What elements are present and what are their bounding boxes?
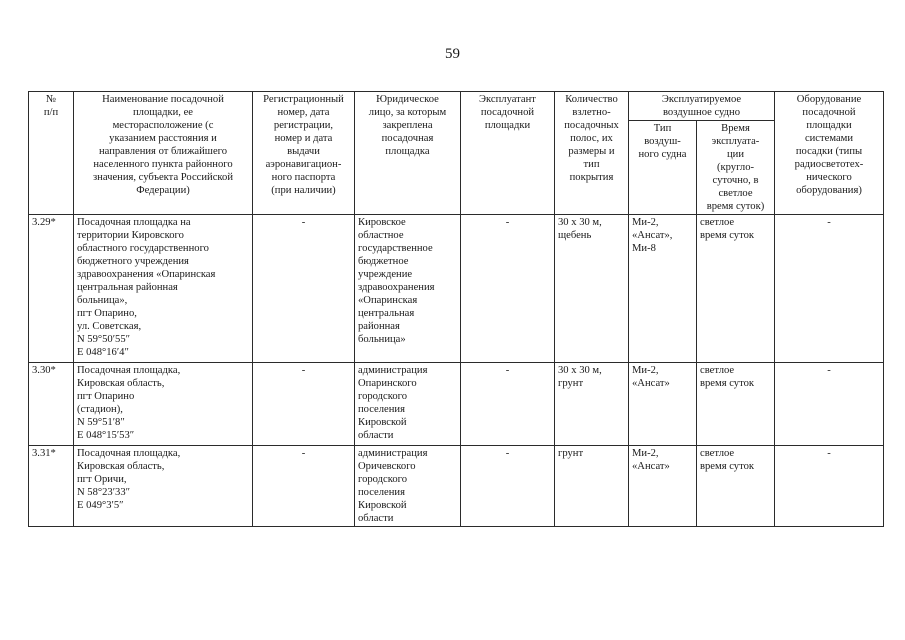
text-line: Регистрационный (263, 94, 344, 105)
text-line: районная (358, 321, 400, 332)
text-line: Юридическое (376, 94, 439, 105)
text-line: Ми-2, (632, 217, 659, 228)
text-line: пгт Опарино, (77, 308, 137, 319)
text-line: учреждение (358, 269, 413, 280)
runways-cell (555, 446, 629, 527)
text-line: площадка (385, 146, 430, 157)
text-line: закреплена (382, 120, 433, 131)
text-line: администрация (358, 365, 428, 376)
registration-cell: - (253, 446, 355, 527)
text-line: поселения (358, 404, 405, 415)
text-line: E 049°3′5″ (77, 500, 124, 511)
cell-text (77, 447, 249, 512)
cell-text (700, 364, 771, 390)
header-aircraft-group (629, 92, 775, 121)
text-line: больница» (358, 334, 406, 345)
operator-cell: - (461, 363, 555, 446)
text-line: аэронавигацион- (265, 159, 342, 170)
text-line: грунт (558, 378, 584, 389)
text-line: Время (721, 123, 750, 134)
text-line: регистрации, (273, 120, 334, 131)
header-runways (555, 92, 629, 215)
text-line: государственное (358, 243, 433, 254)
text-line: лицо, за которым (368, 107, 447, 118)
text-line: пгт Оричи, (77, 474, 127, 485)
text-line: месторасположение (с (112, 120, 214, 131)
registration-cell: - (253, 215, 355, 363)
text-line: Посадочная площадка, (77, 448, 181, 459)
text-line: Ми-2, (632, 365, 659, 376)
cell-text (358, 216, 457, 346)
text-line: центральная районная (77, 282, 178, 293)
text-line: взлетно- (572, 107, 611, 118)
header-operation-time (697, 121, 775, 215)
text-line: ного паспорта (271, 172, 336, 183)
text-line: время суток (700, 230, 755, 241)
aircraft-type-cell (629, 446, 697, 527)
text-line: покрытия (569, 172, 614, 183)
cell-text (77, 216, 249, 359)
text-line: здравоохранения (358, 282, 435, 293)
text-line: Кировское (358, 217, 406, 228)
row-number: 3.31* (29, 446, 74, 527)
text-line: Оборудование (796, 94, 862, 105)
text-line: тип (583, 159, 600, 170)
text-line: суточно, в (712, 175, 759, 186)
text-line: оборудования) (796, 185, 862, 196)
cell-text (632, 447, 693, 473)
text-line: п/п (43, 107, 59, 118)
text-line: (стадион), (77, 404, 123, 415)
cell-text (700, 447, 771, 473)
text-line: посадочной (480, 107, 535, 118)
cell-text (632, 364, 693, 390)
text-line: светлое (700, 448, 735, 459)
text-line: «Опаринская (358, 295, 418, 306)
operation-time-cell (697, 363, 775, 446)
text-line: время суток (700, 461, 755, 472)
header-registration (253, 92, 355, 215)
equipment-cell: - (775, 363, 884, 446)
text-line: значения, субъекта Российской (92, 172, 234, 183)
text-line: посадки (типы (795, 146, 863, 157)
text-line: площадки (806, 120, 852, 131)
text-line: выдачи (287, 146, 320, 157)
landing-sites-table (28, 91, 884, 527)
text-line: Эксплуатируемое (661, 94, 742, 105)
operator-cell: - (461, 446, 555, 527)
row-number: 3.30* (29, 363, 74, 446)
text-line: «Ансат» (632, 461, 670, 472)
legal-entity-cell (355, 215, 461, 363)
text-line: воздушное судно (662, 107, 741, 118)
text-line: Кировская область, (77, 378, 165, 389)
text-line: области (358, 513, 394, 524)
text-line: E 048°15′53″ (77, 430, 135, 441)
cell-text (77, 364, 249, 442)
runways-cell (555, 363, 629, 446)
cell-text (700, 122, 771, 213)
header-legal-entity (355, 92, 461, 215)
text-line: областного государственного (77, 243, 209, 254)
text-line: (при наличии) (271, 185, 336, 196)
cell-text (632, 122, 693, 161)
cell-text (358, 93, 457, 158)
text-line: центральная (358, 308, 415, 319)
row-number: 3.29* (29, 215, 74, 363)
text-line: Наименование посадочной (102, 94, 224, 105)
text-line: системами (804, 133, 854, 144)
cell-text (32, 93, 70, 119)
text-line: радиосветотех- (794, 159, 864, 170)
text-line: бюджетное (358, 256, 409, 267)
page-number: 59 (445, 46, 460, 62)
table-row (29, 363, 884, 446)
operation-time-cell (697, 446, 775, 527)
cell-text (632, 93, 771, 119)
cell-text (558, 216, 625, 242)
text-line: N 58°23′33″ (77, 487, 131, 498)
header-num (29, 92, 74, 215)
text-line: ного судна (638, 149, 687, 160)
text-line: «Ансат», (632, 230, 673, 241)
cell-text (256, 93, 351, 197)
text-line: (кругло- (716, 162, 755, 173)
equipment-cell: - (775, 215, 884, 363)
runways-cell (555, 215, 629, 363)
cell-text (778, 93, 880, 197)
text-line: нического (806, 172, 852, 183)
text-line: время суток) (706, 201, 765, 212)
text-line: N 59°50′55″ (77, 334, 131, 345)
aircraft-type-cell (629, 363, 697, 446)
text-line: городского (358, 391, 408, 402)
table-row (29, 215, 884, 363)
aircraft-type-cell (629, 215, 697, 363)
text-line: Эксплуатант (479, 94, 536, 105)
text-line: номер, дата (277, 107, 330, 118)
cell-text (558, 364, 625, 390)
text-line: посадочной (802, 107, 856, 118)
text-line: посадочных (564, 120, 619, 131)
cell-text (558, 93, 625, 184)
text-line: указанием расстояния и (109, 133, 217, 144)
text-line: «Ансат» (632, 378, 670, 389)
text-line: 30 х 30 м, (558, 217, 602, 228)
text-line: ции (726, 149, 744, 160)
text-line: области (358, 430, 394, 441)
text-line: размеры и (568, 146, 615, 157)
text-line: больница», (77, 295, 128, 306)
text-line: поселения (358, 487, 405, 498)
text-line: населенного пункта районного (93, 159, 233, 170)
text-line: Федерации) (136, 185, 190, 196)
cell-text (77, 93, 249, 197)
table-row (29, 446, 884, 527)
text-line: № (45, 94, 57, 105)
text-line: Оричевского (358, 461, 416, 472)
text-line: щебень (558, 230, 592, 241)
text-line: городского (358, 474, 408, 485)
legal-entity-cell (355, 363, 461, 446)
text-line: бюджетного учреждения (77, 256, 189, 267)
operator-cell: - (461, 215, 555, 363)
text-line: администрация (358, 448, 428, 459)
operation-time-cell (697, 215, 775, 363)
header-name (74, 92, 253, 215)
text-line: грунт (558, 448, 584, 459)
text-line: Посадочная площадка, (77, 365, 181, 376)
text-line: номер и дата (274, 133, 333, 144)
cell-text (358, 364, 457, 442)
text-line: Ми-8 (632, 243, 656, 254)
text-line: 30 х 30 м, (558, 365, 602, 376)
text-line: Посадочная площадка на (77, 217, 191, 228)
cell-text (558, 447, 625, 460)
site-name-cell (74, 446, 253, 527)
text-line: воздуш- (644, 136, 681, 147)
text-line: здравоохранения «Опаринская (77, 269, 216, 280)
text-line: пгт Опарино (77, 391, 135, 402)
equipment-cell: - (775, 446, 884, 527)
header-operator (461, 92, 555, 215)
cell-text (464, 93, 551, 132)
text-line: областное (358, 230, 404, 241)
text-line: Тип (653, 123, 672, 134)
registration-cell: - (253, 363, 355, 446)
cell-text (358, 447, 457, 525)
text-line: территории Кировского (77, 230, 184, 241)
text-line: площадки, ее (132, 107, 194, 118)
text-line: Кировская область, (77, 461, 165, 472)
text-line: площадки (484, 120, 531, 131)
text-line: Ми-2, (632, 448, 659, 459)
header-aircraft-type (629, 121, 697, 215)
text-line: светлое (700, 365, 735, 376)
text-line: Кировской (358, 500, 407, 511)
cell-text (632, 216, 693, 255)
cell-text (700, 216, 771, 242)
text-line: E 048°16′4″ (77, 347, 129, 358)
header-equipment (775, 92, 884, 215)
text-line: направления от ближайшего (98, 146, 228, 157)
text-line: N 59°51′8″ (77, 417, 125, 428)
legal-entity-cell (355, 446, 461, 527)
text-line: время суток (700, 378, 755, 389)
text-line: Кировской (358, 417, 407, 428)
text-line: светлое (700, 217, 735, 228)
text-line: Количество (565, 94, 618, 105)
site-name-cell (74, 215, 253, 363)
site-name-cell (74, 363, 253, 446)
text-line: посадочная (381, 133, 434, 144)
text-line: светлое (718, 188, 753, 199)
text-line: Опаринского (358, 378, 417, 389)
text-line: полос, их (570, 133, 613, 144)
text-line: эксплуата- (711, 136, 760, 147)
text-line: ул. Советская, (77, 321, 142, 332)
